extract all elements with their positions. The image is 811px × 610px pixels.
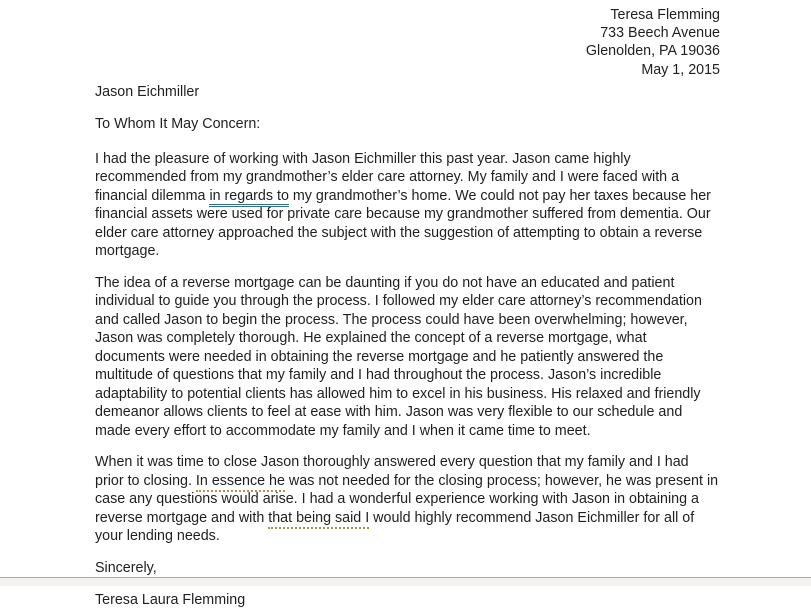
letter-date: May 1, 2015	[641, 61, 720, 78]
signature-name[interactable]: Teresa Laura Flemming	[95, 592, 246, 609]
letter-paragraph[interactable]	[95, 274, 720, 441]
style-suggestion-flagged-text[interactable]: In essence he	[196, 473, 285, 492]
grammar-flagged-text[interactable]: in regards to	[209, 188, 288, 207]
text-run: I had the pleasure of working with Jason Eichmiller this past year. Jason came highly recommended from my grandmother’s elder care attorney. My family and I were faced with a financial dilemma	[95, 150, 680, 204]
text-run: When it was time to close Jason thoroughly answered every question that my family and I had prior to closing.	[95, 454, 689, 489]
sender-address-line1: 733 Beech Avenue	[600, 25, 720, 42]
text-run: The idea of a reverse mortgage can be daunting if you do not have an educated and patient individual to guide you through the process. I followed my elder care attorney’s recommendation and called Jason to begin the process. The process could have been overwhelming; however, Jason was completely thorough. He explained the concept of a reverse mortgage, what documents were needed in obtaining the reverse mortgage and he patiently answered the multitude of questions that my family and I had throughout the process. Jason’s incredible adaptability to potential clients has allowed him to excel in his business. His relaxed and friendly demeanor allows clients to feel at ease with him. Jason was very flexible to our schedule and made every effort to accommodate my family and I when it came time to meet.	[95, 274, 702, 439]
letter-paragraph[interactable]	[95, 453, 720, 546]
letter-paragraph[interactable]	[95, 150, 720, 261]
salutation[interactable]: To Whom It May Concern:	[95, 116, 261, 133]
letter-body	[95, 150, 720, 546]
sender-address-line2: Glenolden, PA 19036	[585, 43, 720, 60]
sender-name: Teresa Flemming	[610, 7, 720, 23]
page-bottom-canvas	[0, 577, 811, 586]
text-run: was not needed for the closing process; however, he was present in case any questions would arise. I had a wonderful experience working with Jason in obtaining a reverse mortgage and with	[95, 472, 719, 526]
text-run: my grandmother’s home. We could not pay her taxes because her financial assets were used for private care because my grandmother suffered from dementia. Our elder care attorney approached the subject with the suggestion of attempting to obtain a reverse mortgage.	[95, 187, 711, 260]
closing[interactable]: Sincerely,	[95, 559, 157, 576]
sender-address-block[interactable]	[95, 6, 720, 79]
style-suggestion-flagged-text[interactable]: that being said I	[268, 510, 369, 529]
text-run: would highly recommend Jason Eichmiller for all of your lending needs.	[95, 509, 695, 545]
recipient-name[interactable]: Jason Eichmiller	[95, 83, 200, 100]
